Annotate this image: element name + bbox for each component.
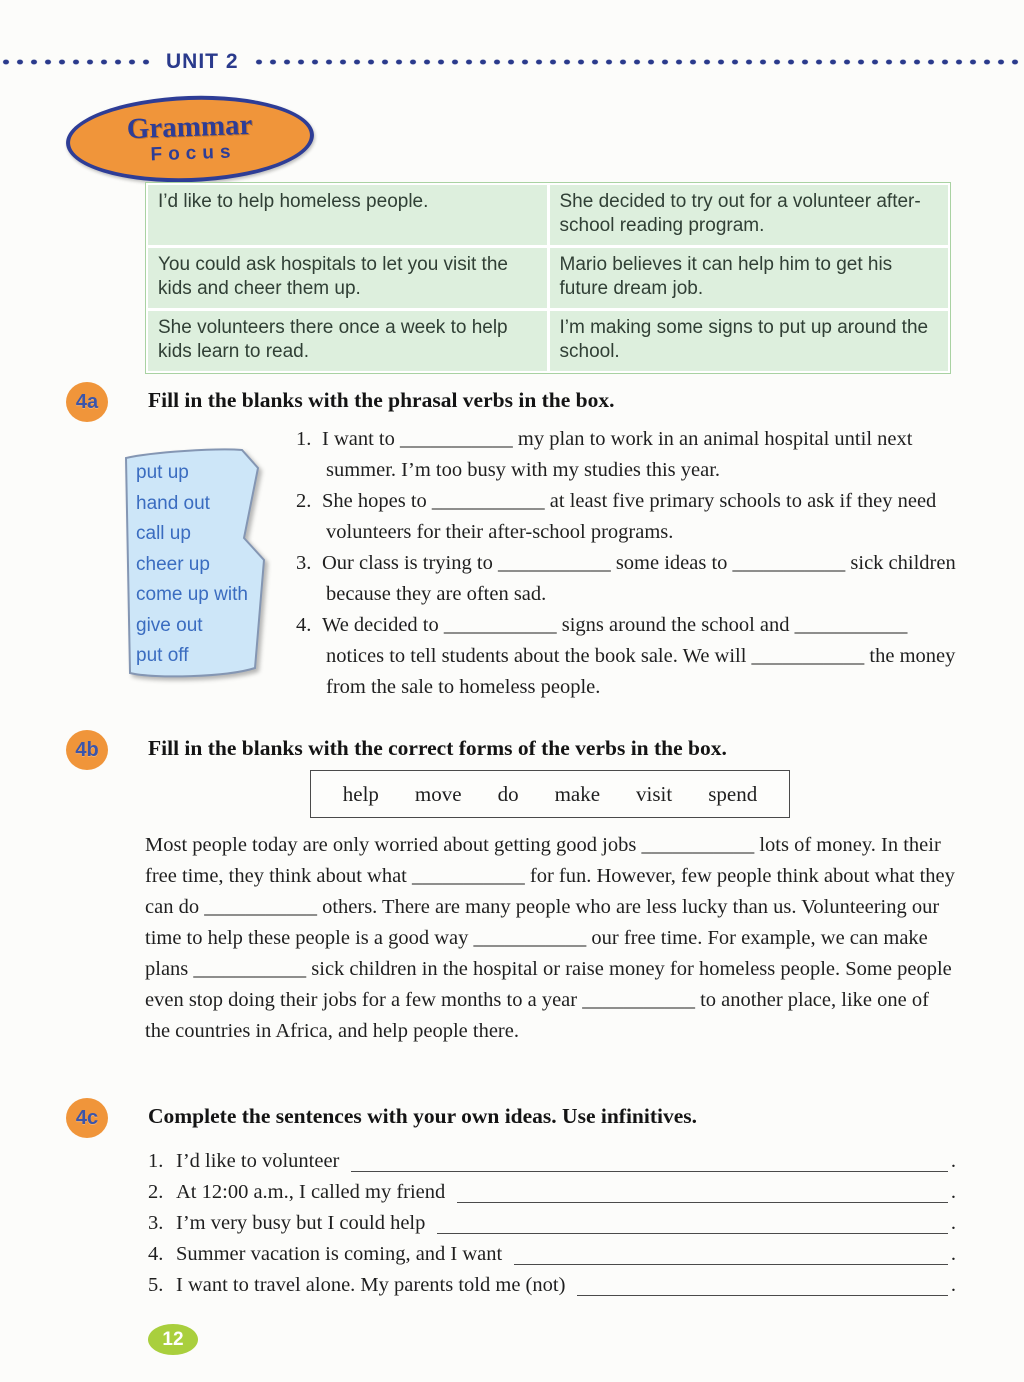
phrasal-verb-note <box>112 446 282 688</box>
item-text: I want to travel alone. My parents told me (not) <box>176 1274 566 1296</box>
exercise-item <box>296 424 956 486</box>
item-number: 4. <box>296 614 312 636</box>
answer-blank <box>457 1202 948 1203</box>
table-cell: She decided to try out for a volunteer after-school reading program. <box>550 185 949 245</box>
section-4a-badge: 4a <box>66 382 108 422</box>
phrasal-verb: put off <box>136 645 189 666</box>
dotted-rule-right <box>253 57 1024 67</box>
verb: make <box>554 781 601 806</box>
section-4c-heading: Complete the sentences with your own ideas. Use infinitives. <box>148 1104 698 1128</box>
item-number: 2. <box>296 490 312 512</box>
verb: spend <box>708 781 758 806</box>
exercise-item <box>148 1146 956 1177</box>
section-4c-badge: 4c <box>66 1098 108 1138</box>
item-number: 5. <box>148 1274 164 1296</box>
item-number: 1. <box>148 1150 164 1172</box>
cloze-paragraph: Most people today are only worried about getting good jobs ___________ lots of money. In their free time, they think about what ___________ for fun. However, few people think about what they can do ___________ others. There are many people who are less lucky than us. Volunteering our time to help these people is a good way ___________ our free time. For example, we can make plans ___________ sick children in the hospital or raise money for homeless people. Some people even stop doing their jobs for a few months to a year ___________ to another place, like one of the countries in Africa, and help people there. <box>145 834 955 1042</box>
verb: move <box>414 781 462 806</box>
table-cell: I’m making some signs to put up around the school. <box>550 311 949 371</box>
exercise-4a-list <box>296 424 956 703</box>
item-text: I want to ___________ my plan to work in an animal hospital until next summer. I’m too busy with my studies this year. <box>322 428 913 481</box>
item-text: I’d like to volunteer <box>176 1150 340 1172</box>
unit-label: UNIT 2 <box>166 50 239 73</box>
answer-blank <box>437 1233 948 1234</box>
phrasal-verb-list <box>136 458 248 672</box>
phrasal-verb: call up <box>136 523 191 544</box>
table-cell: You could ask hospitals to let you visit the kids and cheer them up. <box>148 248 547 308</box>
phrasal-verb: come up with <box>136 584 248 605</box>
unit-header <box>0 50 1024 74</box>
section-4b-header <box>66 730 727 770</box>
exercise-item <box>148 1208 956 1239</box>
exercise-item <box>148 1270 956 1301</box>
item-number: 3. <box>148 1212 164 1234</box>
page-number-badge: 12 <box>148 1324 198 1355</box>
section-4a-heading: Fill in the blanks with the phrasal verbs in the box. <box>148 388 615 412</box>
item-suffix: . <box>950 1274 956 1296</box>
item-number: 4. <box>148 1243 164 1265</box>
answer-blank <box>514 1264 948 1265</box>
item-number: 3. <box>296 552 312 574</box>
phrasal-verb: hand out <box>136 492 210 514</box>
phrasal-verb: give out <box>136 614 203 636</box>
section-4b-heading: Fill in the blanks with the correct forms of the verbs in the box. <box>148 736 727 760</box>
item-suffix: . <box>950 1243 956 1265</box>
section-4b-badge: 4b <box>66 730 108 770</box>
item-text: I’m very busy but I could help <box>176 1212 426 1234</box>
verb-word-box <box>310 770 790 818</box>
item-suffix: . <box>950 1181 956 1203</box>
exercise-item <box>148 1177 956 1208</box>
exercise-item <box>296 486 956 548</box>
table-cell: I’d like to help homeless people. <box>148 185 547 245</box>
answer-blank <box>351 1171 947 1172</box>
grammar-focus-badge <box>65 92 316 187</box>
phrasal-verb: cheer up <box>136 553 210 575</box>
item-text: Summer vacation is coming, and I want <box>176 1243 503 1265</box>
item-text: We decided to ___________ signs around the school and ___________ notices to tell students about the book sale. We will ___________ the money from the sale to homeless people. <box>322 614 956 698</box>
verb: do <box>497 781 519 806</box>
item-text: At 12:00 a.m., I called my friend <box>176 1181 446 1203</box>
item-suffix: . <box>950 1212 956 1234</box>
grammar-focus-title: Grammar <box>126 108 253 146</box>
item-text: Our class is trying to ___________ some ideas to ___________ sick children because they are often sad. <box>322 552 956 605</box>
item-number: 1. <box>296 428 312 450</box>
verb: help <box>342 781 379 806</box>
item-number: 2. <box>148 1181 164 1203</box>
section-4a-header <box>66 382 615 422</box>
table-cell: She volunteers there once a week to help kids learn to read. <box>148 311 547 371</box>
grammar-focus-subtitle: Focus <box>150 141 237 166</box>
exercise-item <box>296 548 956 610</box>
section-4c-header <box>66 1098 697 1138</box>
exercise-item <box>296 610 956 703</box>
item-text: She hopes to ___________ at least five primary schools to ask if they need volunteers for their after-school programs. <box>322 490 937 543</box>
exercise-4c-list <box>148 1146 956 1301</box>
table-cell: Mario believes it can help him to get his future dream job. <box>550 248 949 308</box>
dotted-rule-left <box>0 57 152 67</box>
exercise-item <box>148 1239 956 1270</box>
grammar-focus-table <box>145 182 951 374</box>
item-suffix: . <box>950 1150 956 1172</box>
answer-blank <box>577 1295 947 1296</box>
phrasal-verb: put up <box>136 462 189 483</box>
verb: visit <box>636 781 673 806</box>
